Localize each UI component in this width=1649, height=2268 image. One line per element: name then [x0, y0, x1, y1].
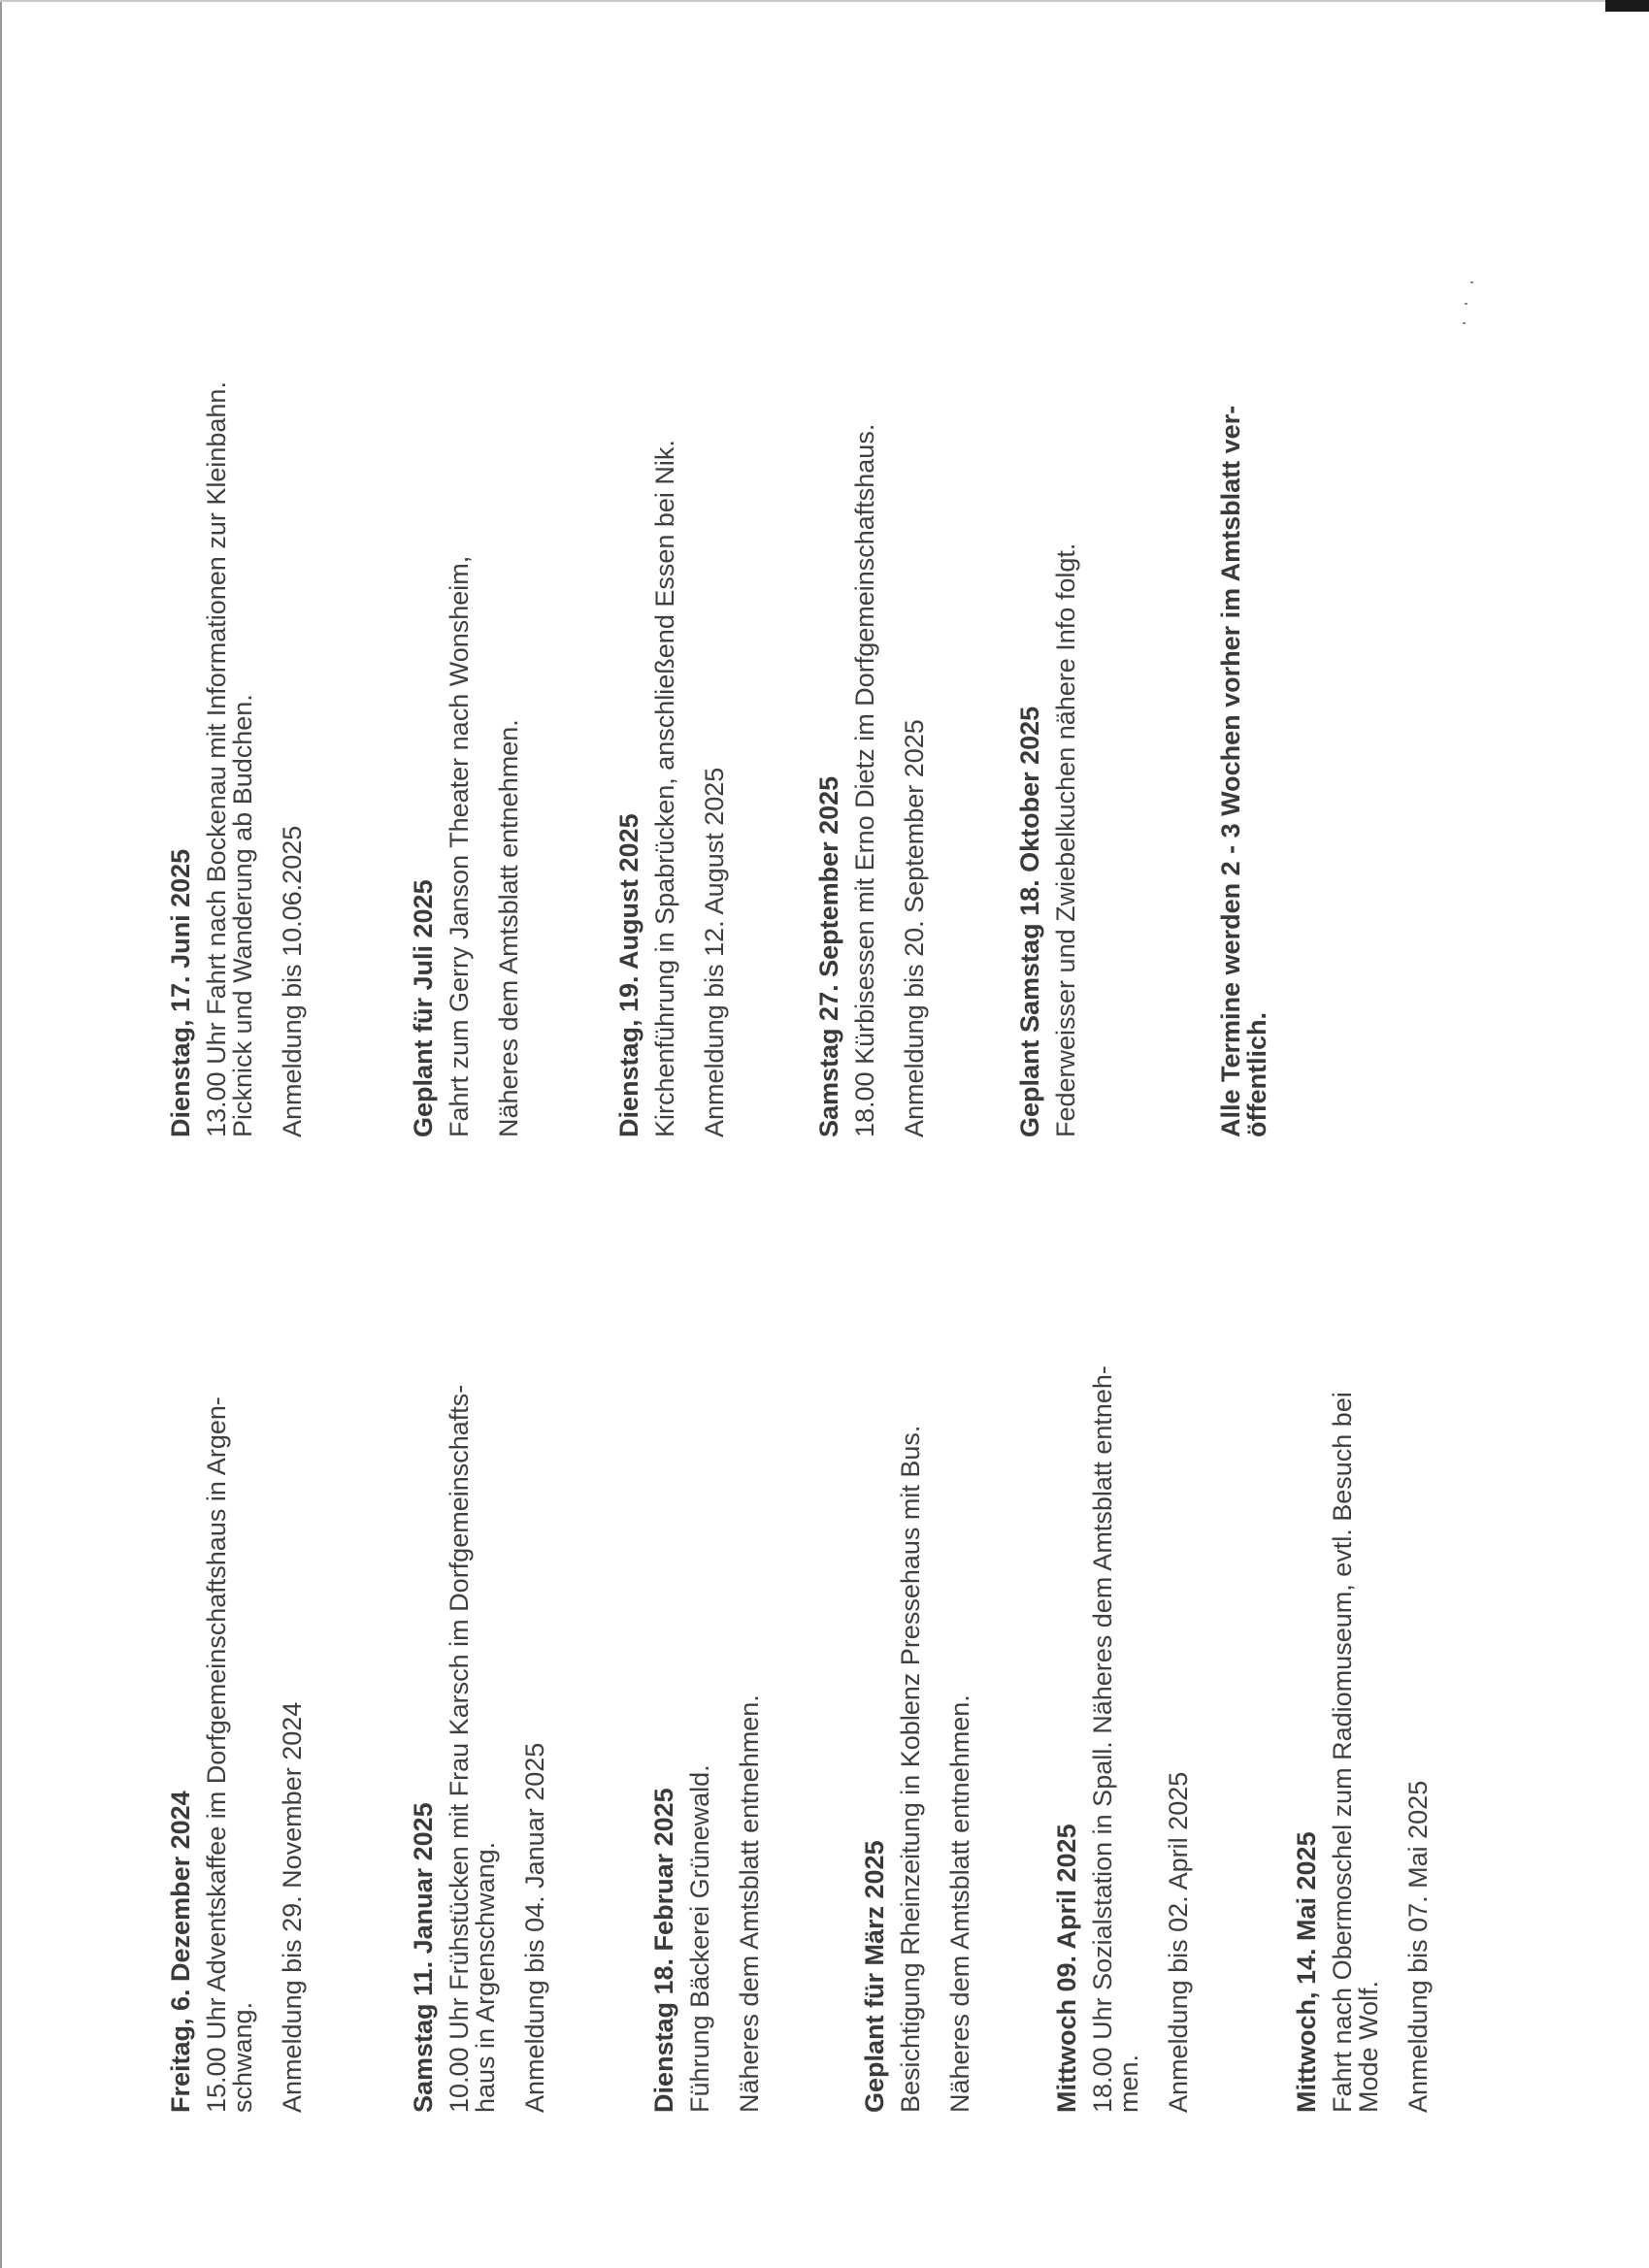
event-october	[1014, 70, 1079, 1137]
event-title: Mittwoch, 14. Mai 2025	[1292, 1831, 1321, 2113]
event-description-line: 18.00 Kürbisessen mit Erno Dietz im Dorfgemeinschaftshaus.	[850, 423, 879, 1137]
event-august	[613, 70, 728, 1137]
event-september	[813, 70, 928, 1137]
event-registration: Anmeldung bis 04. Januar 2025	[520, 1742, 549, 2113]
event-title: Geplant für März 2025	[860, 1840, 889, 2113]
event-registration: Anmeldung bis 29. November 2024	[278, 1701, 307, 2113]
event-title: Samstag 11. Januar 2025	[409, 1802, 438, 2113]
event-registration: Anmeldung bis 12. August 2025	[700, 767, 729, 1137]
footer-note-line: Alle Termine werden 2 - 3 Wochen vorher im Amtsblatt ver-	[1216, 405, 1245, 1137]
event-title: Geplant für Juli 2025	[409, 879, 438, 1137]
event-description-line: 10.00 Uhr Frühstücken mit Frau Karsch im Dorfgemeinschafts-	[445, 1384, 474, 2113]
footer-note-line: öffentlich.	[1242, 1012, 1271, 1137]
event-description-line: schwang.	[228, 2001, 257, 2113]
event-registration: Anmeldung bis 02. April 2025	[1164, 1771, 1193, 2113]
event-registration: Anmeldung bis 10.06.2025	[278, 825, 307, 1137]
event-description-line: Kirchenführung in Spabrücken, anschließend Essen bei Nik.	[650, 440, 679, 1137]
event-march	[859, 1045, 973, 2113]
event-title: Samstag 27. September 2025	[814, 775, 843, 1137]
event-registration: Näheres dem Amtsblatt entnehmen.	[494, 719, 523, 1137]
event-description-line: 18.00 Uhr Sozialstation in Spall. Näheres dem Amtsblatt entneh-	[1088, 1365, 1117, 2113]
event-registration: Näheres dem Amtsblatt entnehmen.	[735, 1694, 764, 2113]
event-description-line: Fahrt zum Gerry Janson Theater nach Wonsheim,	[445, 555, 474, 1137]
event-description-line: Besichtigung Rheinzeitung in Koblenz Pressehaus mit Bus.	[896, 1425, 925, 2113]
event-title: Mittwoch 09. April 2025	[1052, 1824, 1081, 2113]
event-december	[165, 1045, 306, 2113]
event-title: Dienstag, 17. Juni 2025	[166, 848, 195, 1137]
event-may	[1291, 1045, 1432, 2113]
event-june	[165, 70, 306, 1137]
event-description-line: 13.00 Uhr Fahrt nach Bockenau mit Informationen zur Kleinbahn.	[202, 381, 231, 1137]
event-description-line: Picknick und Wanderung ab Budchen.	[228, 694, 257, 1137]
event-registration: Anmeldung bis 07. Mai 2025	[1403, 1780, 1433, 2113]
event-april	[1051, 1045, 1192, 2113]
event-description-line: 15.00 Uhr Adventskaffee im Dorfgemeinschaftshaus in Argen-	[202, 1397, 231, 2113]
event-description-line: Führung Bäckerei Grünewald.	[685, 1764, 714, 2113]
event-registration: Anmeldung bis 20. September 2025	[900, 719, 929, 1137]
event-title: Dienstag, 19. August 2025	[614, 813, 643, 1137]
event-title: Freitag, 6. Dezember 2024	[166, 1791, 195, 2113]
event-february	[648, 1045, 763, 2113]
event-title: Geplant Samstag 18. Oktober 2025	[1015, 706, 1044, 1137]
event-january	[408, 1045, 548, 2113]
footer-note	[1218, 70, 1270, 1137]
event-description-line: men.	[1114, 2054, 1143, 2113]
event-description-line: haus in Argenschwang.	[471, 1841, 500, 2113]
event-registration: Näheres dem Amtsblatt entnehmen.	[945, 1694, 974, 2113]
event-description-line: Federweisser und Zwiebelkuchen nähere Info folgt.	[1051, 542, 1080, 1137]
event-description-line: Fahrt nach Obermoschel zum Radiomuseum, evtl. Besuch bei	[1328, 1392, 1357, 2113]
event-title: Dienstag 18. Februar 2025	[649, 1788, 678, 2113]
event-july	[408, 70, 522, 1137]
event-description-line: Mode Wolf.	[1354, 1980, 1383, 2113]
